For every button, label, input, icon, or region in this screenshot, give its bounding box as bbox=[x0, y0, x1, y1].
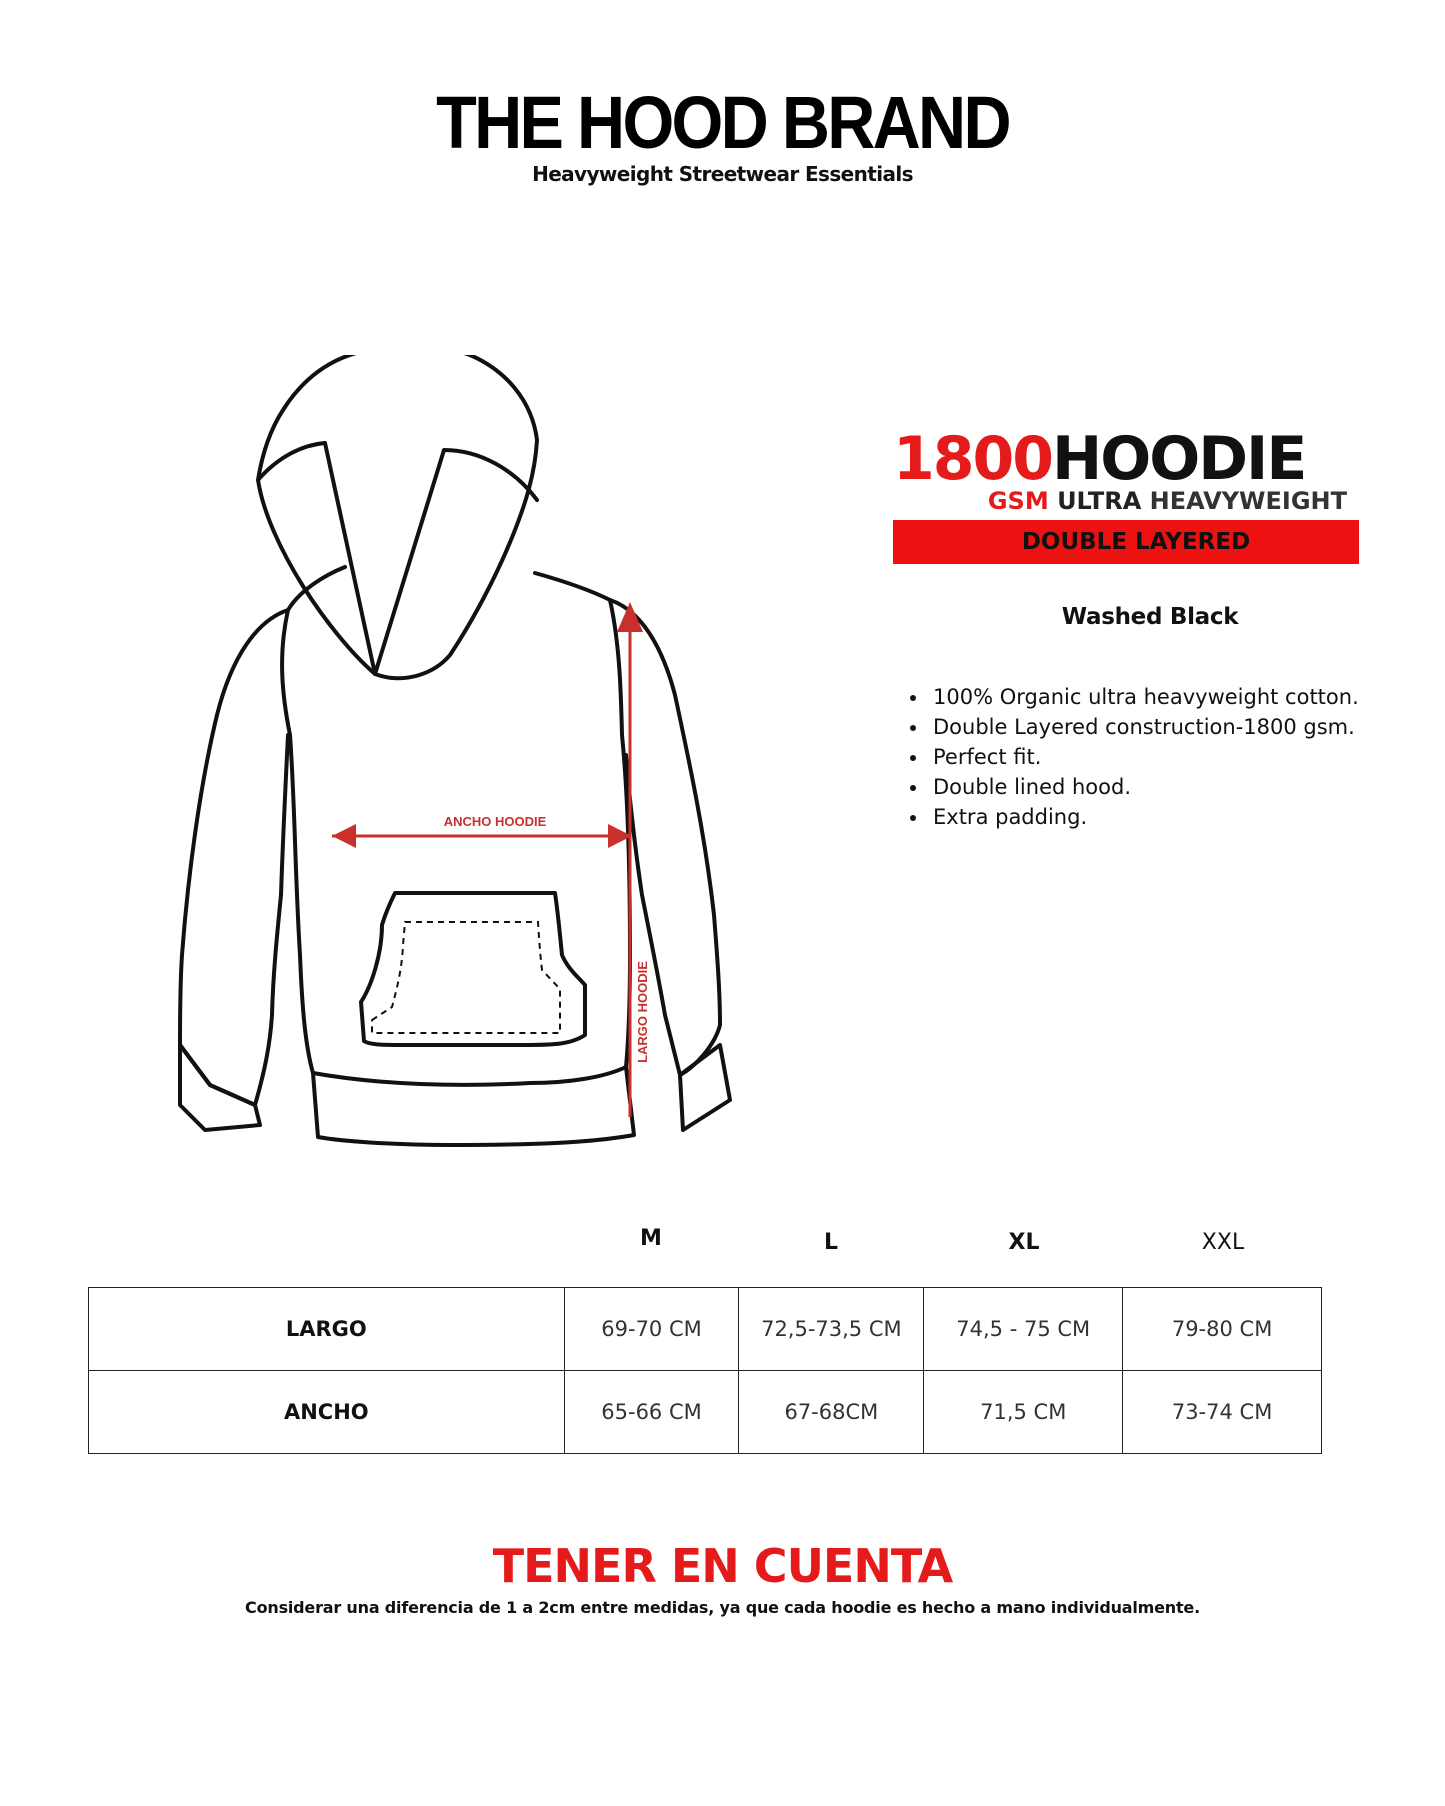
size-header-m: M bbox=[640, 1226, 662, 1251]
size-table bbox=[88, 1287, 1322, 1454]
feature-item: • 100% Organic ultra heavyweight cotton. bbox=[929, 682, 1359, 712]
feature-item: • Double Layered construction-1800 gsm. bbox=[929, 712, 1359, 742]
table-cell: 67-68CM bbox=[739, 1371, 924, 1454]
row-label-ancho: ANCHO bbox=[89, 1371, 565, 1454]
row-label-largo: LARGO bbox=[89, 1288, 565, 1371]
feature-item: • Extra padding. bbox=[929, 802, 1359, 832]
table-cell: 72,5-73,5 CM bbox=[739, 1288, 924, 1371]
heavyweight-label: HEAVYWEIGHT bbox=[1149, 487, 1347, 515]
width-label: ANCHO HOODIE bbox=[443, 814, 547, 829]
color-name: Washed Black bbox=[1061, 604, 1239, 630]
table-row bbox=[89, 1371, 1322, 1454]
table-cell: 79-80 CM bbox=[1123, 1288, 1322, 1371]
feature-item: • Double lined hood. bbox=[929, 772, 1359, 802]
kangaroo-pocket bbox=[361, 893, 585, 1045]
body-right bbox=[535, 573, 630, 1067]
size-header-l: L bbox=[823, 1230, 839, 1255]
width-arrow-left-head bbox=[332, 824, 356, 848]
waistband bbox=[313, 1067, 634, 1145]
width-arrow bbox=[332, 814, 632, 848]
table-cell: 73-74 CM bbox=[1123, 1371, 1322, 1454]
pocket-stitching bbox=[372, 922, 560, 1033]
table-cell: 71,5 CM bbox=[924, 1371, 1123, 1454]
product-title bbox=[893, 426, 1359, 492]
ultra-label: ULTRA bbox=[1057, 487, 1142, 515]
size-header-row bbox=[0, 1226, 1445, 1266]
right-cuff bbox=[680, 1045, 730, 1130]
note-body: Considerar una diferencia de 1 a 2cm entre medidas, ya que cada hoodie es hecho a mano individualmente. bbox=[245, 1598, 1200, 1617]
double-layered-banner bbox=[893, 520, 1359, 564]
hood-opening bbox=[258, 443, 537, 674]
product-number: 1800 bbox=[893, 424, 1052, 494]
table-cell: 65-66 CM bbox=[564, 1371, 739, 1454]
table-row bbox=[89, 1288, 1322, 1371]
size-header-xl: XL bbox=[1008, 1230, 1040, 1255]
feature-list bbox=[905, 682, 1359, 832]
note-title: TENER EN CUENTA bbox=[492, 1539, 953, 1593]
note-section bbox=[0, 1540, 1445, 1617]
size-header-xxl: XXL bbox=[1201, 1230, 1245, 1255]
table-cell: 69-70 CM bbox=[564, 1288, 739, 1371]
left-sleeve bbox=[180, 610, 288, 1105]
banner-label: DOUBLE LAYERED bbox=[1021, 529, 1251, 555]
product-name: HOODIE bbox=[1052, 424, 1306, 494]
length-label: LARGO HOODIE bbox=[635, 961, 650, 1063]
brand-subtitle: Heavyweight Streetwear Essentials bbox=[532, 162, 913, 186]
hoodie-illustration bbox=[150, 355, 850, 1155]
feature-item: • Perfect fit. bbox=[929, 742, 1359, 772]
left-cuff bbox=[180, 1045, 260, 1130]
hood-outline bbox=[258, 355, 537, 678]
brand-header bbox=[0, 81, 1445, 186]
gsm-label: GSM bbox=[987, 487, 1049, 515]
brand-title: THE HOOD BRAND bbox=[436, 81, 1009, 164]
table-cell: 74,5 - 75 CM bbox=[924, 1288, 1123, 1371]
product-info bbox=[893, 426, 1359, 564]
body-left bbox=[282, 567, 345, 1073]
hoodie-diagram bbox=[150, 355, 850, 1159]
